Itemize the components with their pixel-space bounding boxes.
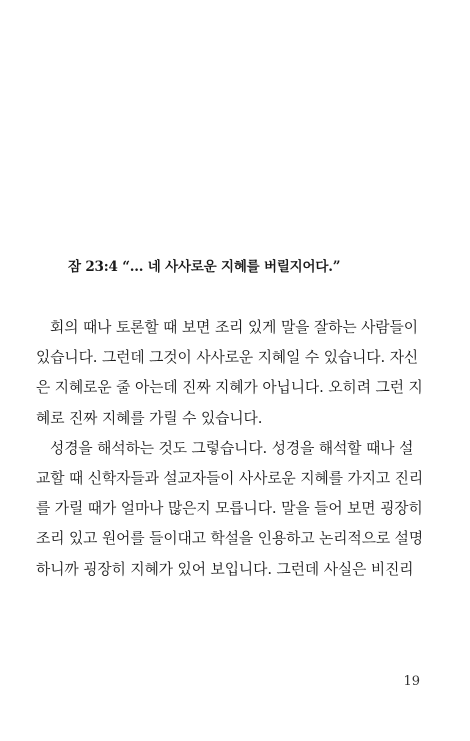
text-line: 있습니다. 그런데 그것이 사사로운 지혜일 수 있습니다. 자신 (36, 349, 419, 367)
text-line: 성경을 해석하는 것도 그렇습니다. 성경을 해석할 때나 설 (50, 439, 414, 457)
text-line: 교할 때 신학자들과 설교자들이 사사로운 지혜를 가지고 진리 (36, 469, 424, 487)
text-line: 혜로 진짜 지혜를 가릴 수 있습니다. (36, 409, 263, 427)
text-line: 하니까 굉장히 지혜가 있어 보입니다. 그런데 사실은 비진리 (36, 560, 414, 578)
body-text (36, 313, 436, 585)
scripture-verse: 잠 23:4 “... 네 사사로운 지혜를 버릴지어다.” (68, 259, 341, 275)
text-line: 회의 때나 토론할 때 보면 조리 있게 말을 잘하는 사람들이 (50, 319, 418, 336)
text-line: 를 가릴 때가 얼마나 많은지 모릅니다. 말을 들어 보면 굉장히 (36, 500, 423, 518)
page-number: 19 (403, 674, 420, 689)
text-line: 조리 있고 원어를 들이대고 학설을 인용하고 논리적으로 설명 (36, 530, 424, 548)
text-line: 은 지혜로운 줄 아는데 진짜 지혜가 아닙니다. 오히려 그런 지 (36, 379, 423, 397)
